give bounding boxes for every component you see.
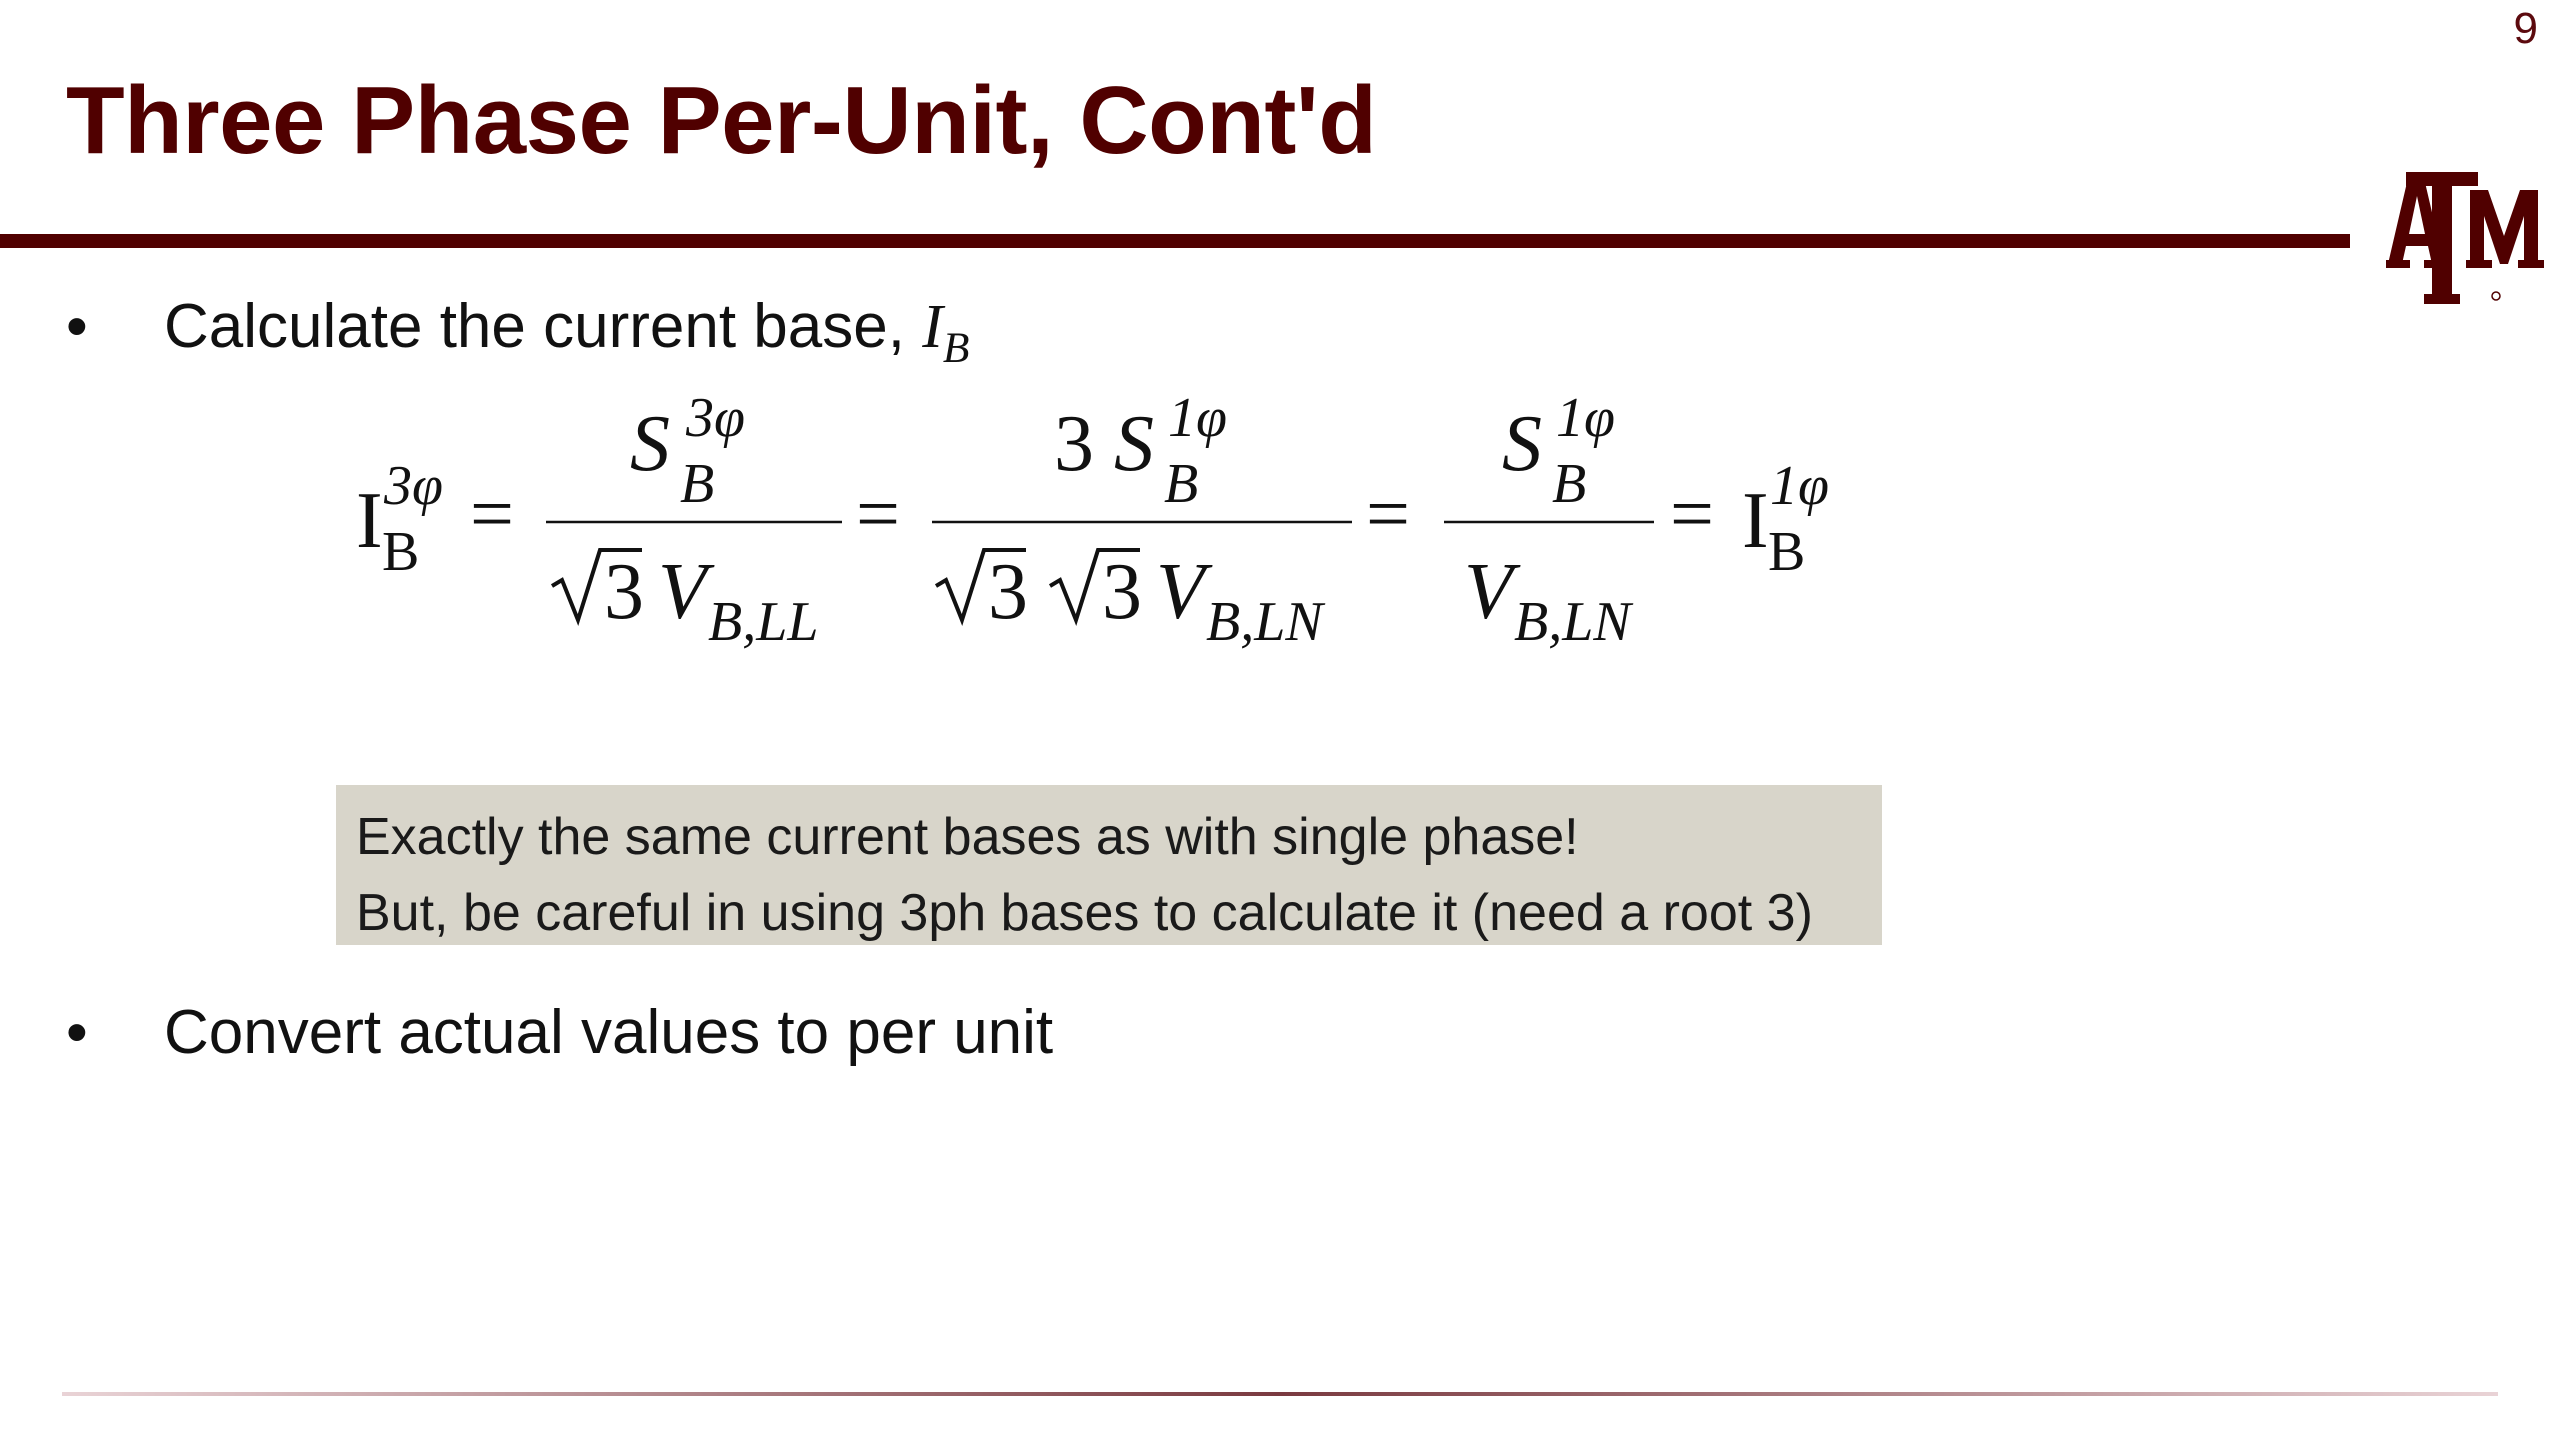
term2-num-coef: 3	[1054, 400, 1094, 488]
bullet-text: Calculate the current base,	[164, 292, 923, 361]
bullet-symbol: •	[66, 998, 88, 1067]
term3-num-sym: S	[1502, 400, 1542, 488]
bullet-symbol: •	[66, 292, 88, 361]
term1-num-sup: 3φ	[686, 390, 745, 449]
current-base-equation	[330, 390, 1890, 670]
term1-den-sub: B,LL	[708, 591, 819, 653]
note-line-2: But, be careful in using 3ph bases to calculate it (need a root 3)	[356, 884, 1813, 942]
term1-num-sub: B	[680, 453, 715, 515]
term2-den-sym: V	[1156, 548, 1205, 636]
title-divider	[0, 234, 2350, 248]
equals-3: =	[1366, 470, 1410, 557]
term2-den-coef2: 3	[1102, 548, 1142, 636]
term2-den-sub: B,LN	[1206, 591, 1323, 653]
term3-den-sym: V	[1464, 548, 1513, 636]
equals-2: =	[856, 470, 900, 557]
rhs-sub: B	[1768, 521, 1806, 583]
term2-num-sup: 1φ	[1168, 390, 1227, 449]
lhs-sup: 3φ	[384, 455, 443, 517]
slide-number: 9	[2513, 4, 2538, 53]
note-callout	[336, 785, 1882, 945]
term3-den-sub: B,LN	[1514, 591, 1631, 653]
term1-den-coef: 3	[604, 548, 644, 636]
term3-num-sub: B	[1552, 453, 1587, 515]
slide-title: Three Phase Per-Unit, Cont'd	[66, 67, 1377, 174]
math-var-sub: B	[942, 324, 970, 373]
bullet-text: Convert actual values to per unit	[164, 998, 1054, 1067]
term2-num-sym: S	[1114, 400, 1154, 488]
equals-4: =	[1670, 470, 1714, 557]
math-var-base: I	[922, 293, 943, 361]
rhs-sup: 1φ	[1770, 455, 1829, 517]
rhs-base: I	[1742, 477, 1769, 565]
term1-num-sym: S	[630, 400, 670, 488]
term3-num-sup: 1φ	[1556, 390, 1615, 449]
lhs-sub: B	[382, 521, 420, 583]
equals-1: =	[470, 470, 514, 557]
term2-num-sub: B	[1164, 453, 1199, 515]
bullet-text-wrapper	[164, 290, 969, 374]
lhs-base: I	[356, 477, 383, 565]
math-variable	[922, 293, 970, 373]
term2-den-coef1: 3	[988, 548, 1028, 636]
texas-am-logo-icon	[2386, 172, 2546, 308]
footer-divider	[62, 1392, 2498, 1396]
term1-den-sym: V	[658, 548, 707, 636]
note-line-1: Exactly the same current bases as with single phase!	[356, 808, 1579, 866]
